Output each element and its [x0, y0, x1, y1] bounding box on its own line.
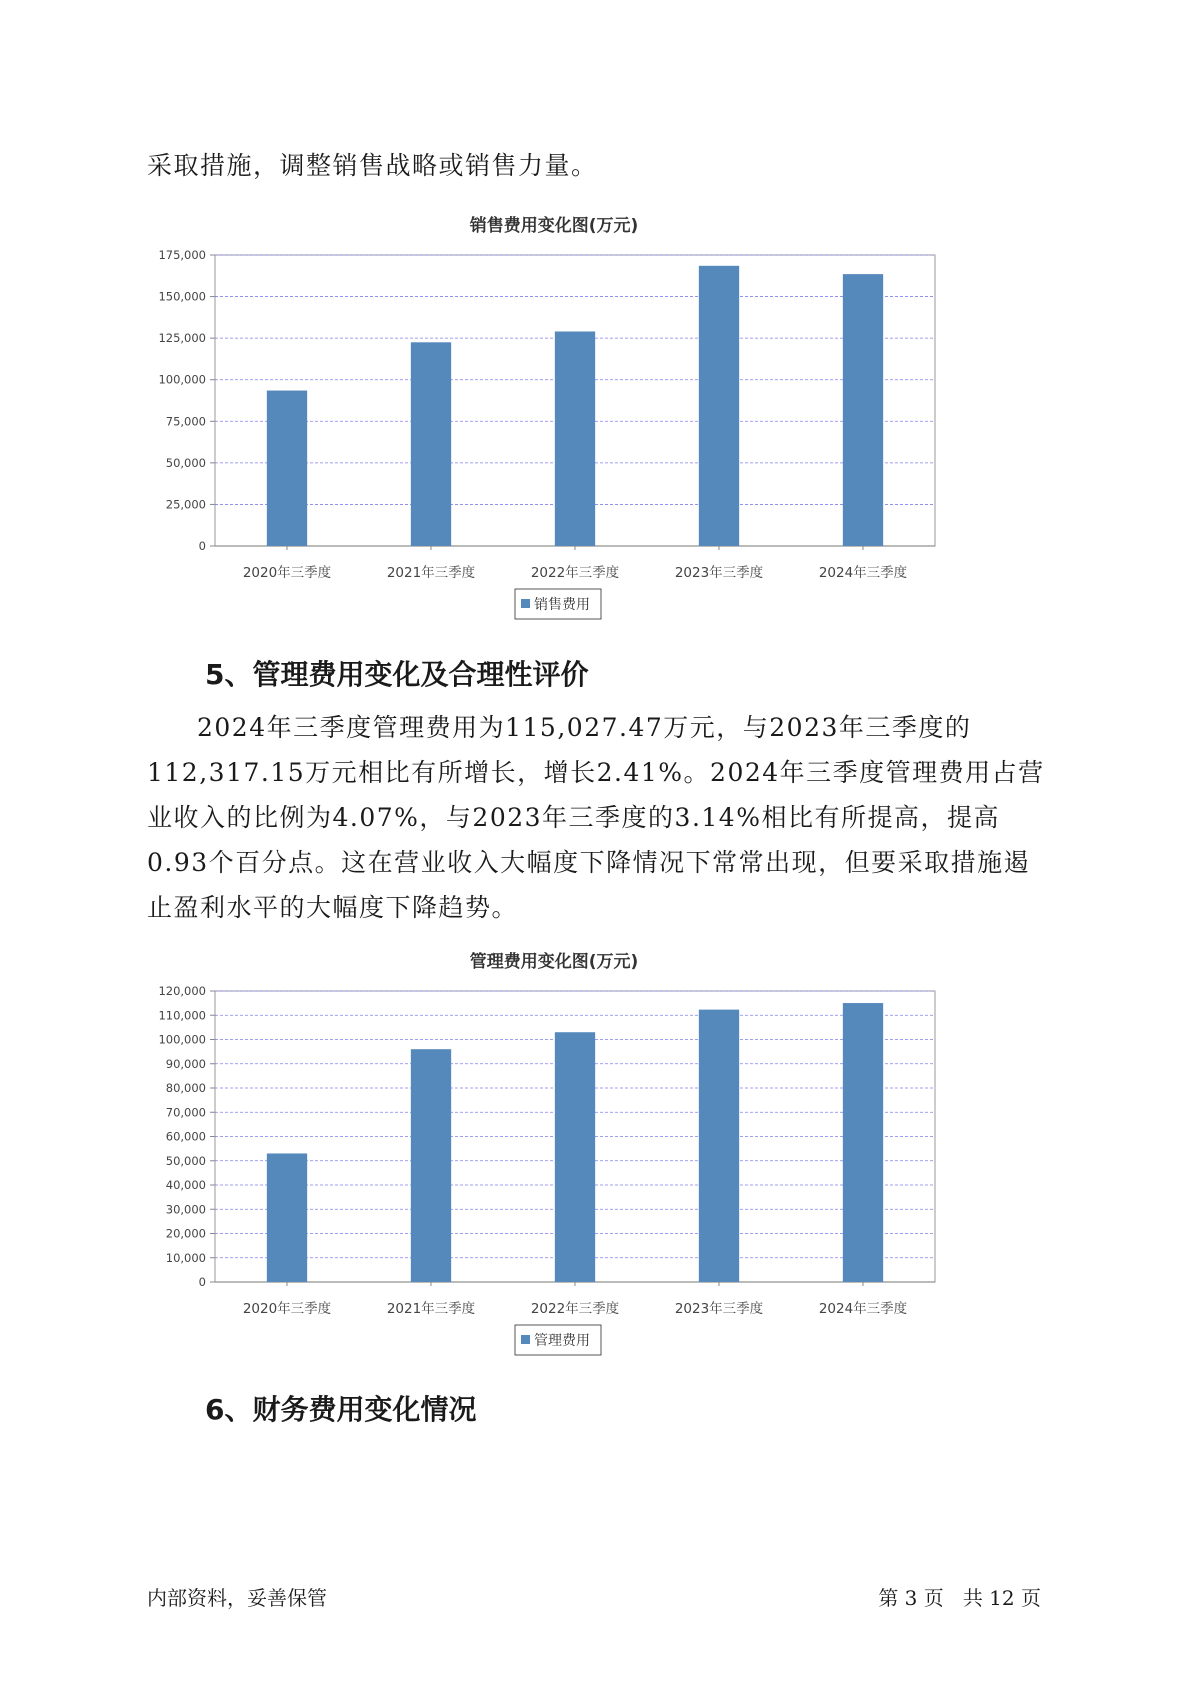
bar-2024年三季度	[843, 1003, 883, 1282]
y-tick-label: 110,000	[158, 1008, 206, 1023]
y-tick-label: 75,000	[165, 414, 206, 429]
bar-2021年三季度	[411, 1049, 451, 1282]
y-tick-label: 120,000	[158, 984, 206, 998]
y-tick-label: 50,000	[165, 455, 206, 470]
section5-heading: 5、管理费用变化及合理性评价	[205, 658, 589, 691]
bar-2020年三季度	[267, 391, 307, 546]
bar-2022年三季度	[555, 1032, 595, 1282]
y-tick-label: 25,000	[165, 497, 206, 512]
bar-2023年三季度	[699, 266, 739, 546]
x-tick-label: 2023年三季度	[674, 565, 764, 581]
bar-2021年三季度	[411, 342, 451, 546]
y-tick-label: 100,000	[158, 372, 206, 387]
x-tick-label: 2024年三季度	[818, 565, 908, 581]
legend-label: 销售费用	[534, 597, 590, 613]
y-tick-label: 50,000	[165, 1153, 206, 1168]
bar-2023年三季度	[699, 1010, 739, 1282]
admin-expense-chart	[140, 943, 1040, 1403]
legend-swatch	[521, 599, 530, 608]
bar-2022年三季度	[555, 331, 595, 546]
y-tick-label: 60,000	[165, 1129, 206, 1144]
y-tick-label: 20,000	[165, 1226, 206, 1241]
y-tick-label: 100,000	[158, 1032, 206, 1047]
intro-paragraph: 采取措施，调整销售战略或销售力量。	[147, 151, 598, 180]
bar-2024年三季度	[843, 274, 883, 546]
x-tick-label: 2020年三季度	[242, 1301, 332, 1317]
x-tick-label: 2024年三季度	[818, 1301, 908, 1317]
x-tick-label: 2023年三季度	[674, 1301, 764, 1317]
y-tick-label: 80,000	[165, 1081, 206, 1095]
footer-page-number: 第 3 页 共 12 页	[878, 1586, 1041, 1610]
y-tick-label: 70,000	[165, 1105, 206, 1120]
y-tick-label: 175,000	[158, 248, 206, 262]
y-tick-label: 150,000	[158, 289, 206, 304]
y-tick-label: 30,000	[165, 1202, 206, 1217]
y-tick-label: 0	[198, 1275, 206, 1289]
y-tick-label: 0	[198, 539, 206, 553]
chart-title: 管理费用变化图(万元)	[469, 952, 639, 972]
x-tick-label: 2022年三季度	[530, 1301, 620, 1317]
x-tick-label: 2021年三季度	[386, 1301, 476, 1317]
section5-paragraph: 2024年三季度管理费用为115,027.47万元，与2023年三季度的112,317.15万元相比有所增长，增长2.41%。2024年三季度管理费用占营业收入的比例为4.07%，与2023年三季度的3.14%相比有所提高，提高0.93个百分点。这在营业收入大幅度下降情况下常常出现，但要采取措施遏止盈利水平的大幅度下降趋势。	[147, 713, 1045, 922]
legend-label: 管理费用	[534, 1333, 590, 1349]
chart-title: 销售费用变化图(万元)	[469, 216, 639, 236]
bar-2020年三季度	[267, 1153, 307, 1282]
sales-expense-chart	[140, 207, 1040, 667]
section6-heading: 6、财务费用变化情况	[205, 1393, 477, 1426]
y-tick-label: 10,000	[165, 1250, 206, 1265]
x-tick-label: 2022年三季度	[530, 565, 620, 581]
y-tick-label: 125,000	[158, 331, 206, 346]
sales-expense-chart-svg	[140, 207, 1040, 667]
footer-left: 内部资料，妥善保管	[147, 1586, 327, 1610]
admin-expense-chart-svg	[140, 943, 1040, 1403]
legend-swatch	[521, 1335, 530, 1344]
y-tick-label: 90,000	[165, 1056, 206, 1071]
x-tick-label: 2020年三季度	[242, 565, 332, 581]
x-tick-label: 2021年三季度	[386, 565, 476, 581]
y-tick-label: 40,000	[165, 1178, 206, 1192]
